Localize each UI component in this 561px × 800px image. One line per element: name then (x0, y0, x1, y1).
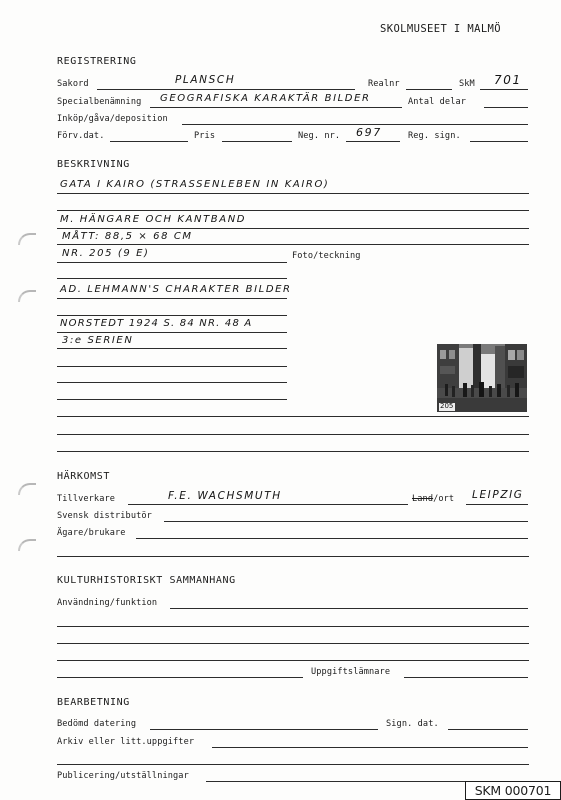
ort-label: /ort (433, 494, 455, 504)
ruled-line (57, 298, 287, 299)
ruled-line (57, 228, 529, 229)
beskrivning-line-2: M. HÄNGARE OCH KANTBAND (60, 214, 247, 225)
bedomd-datering-label: Bedömd datering (57, 719, 137, 729)
punch-hole (18, 483, 36, 495)
ruled-line (57, 677, 303, 678)
beskrivning-line-6: NORSTEDT 1924 S. 84 NR. 48 A (60, 318, 253, 329)
skm-line (480, 89, 528, 90)
ruled-line (57, 332, 287, 333)
ruled-line (57, 660, 529, 661)
realnr-line (406, 89, 452, 90)
sakord-label: Sakord (57, 79, 89, 89)
land-label: Land (412, 494, 434, 504)
tillverkare-label: Tillverkare (57, 494, 116, 504)
tillverkare-line (128, 504, 408, 505)
street-scene-photo (437, 344, 527, 412)
negnr-label: Neg. nr. (298, 131, 341, 141)
ruled-line (57, 416, 529, 417)
sakord-line (97, 89, 355, 90)
kultur-heading: KULTURHISTORISKT SAMMANHANG (57, 575, 236, 586)
negnr-line (346, 141, 400, 142)
ruled-line (57, 626, 529, 627)
ort-value: LEIPZIG (472, 489, 524, 501)
specialbenamning-value: GEOGRAFISKA KARAKTÄR BILDER (160, 93, 371, 104)
antal-delar-line (484, 107, 528, 108)
ruled-line (57, 193, 529, 194)
land-ort-label (412, 494, 454, 504)
sakord-value: PLANSCH (175, 74, 236, 86)
harkomst-heading: HÄRKOMST (57, 471, 110, 482)
sign-dat-label: Sign. dat. (386, 719, 439, 729)
ruled-line (57, 399, 287, 400)
inkop-label: Inköp/gåva/deposition (57, 114, 168, 124)
negnr-value: 697 (356, 126, 382, 139)
beskrivning-line-5: AD. LEHMANN'S CHARAKTER BILDER (60, 284, 292, 295)
punch-hole (18, 290, 36, 302)
ruled-line (57, 434, 529, 435)
ort-line (466, 504, 528, 505)
anvandning-label: Användning/funktion (57, 598, 158, 608)
ruled-line (57, 262, 287, 263)
ruled-line (57, 315, 287, 316)
ruled-line (57, 451, 529, 452)
specialbenamning-line (150, 107, 402, 108)
photo-number-label: 205 (440, 402, 454, 410)
publicering-label: Publicering/utställningar (57, 771, 189, 781)
anvandning-line (170, 608, 528, 609)
uppgiftslamnare-label: Uppgiftslämnare (311, 667, 391, 677)
skm-value: 701 (494, 73, 522, 87)
distributor-line (164, 521, 528, 522)
ruled-line (57, 556, 529, 557)
pris-line (222, 141, 292, 142)
ruled-line (57, 278, 287, 279)
arkiv-line (212, 747, 528, 748)
museum-header: SKOLMUSEET I MALMÖ (380, 23, 501, 35)
uppgiftslamnare-line (404, 677, 528, 678)
distributor-label: Svensk distributör (57, 511, 152, 521)
realnr-label: Realnr (368, 79, 400, 89)
foto-label: Foto/teckning (292, 251, 361, 261)
beskrivning-line-1: GATA I KAIRO (STRASSENLEBEN IN KAIRO) (60, 179, 330, 190)
ruled-line (57, 382, 287, 383)
ruled-line (57, 244, 529, 245)
beskrivning-line-7: 3:e SERIEN (62, 335, 134, 346)
punch-hole (18, 233, 36, 245)
regsign-line (470, 141, 528, 142)
agare-line (136, 538, 528, 539)
agare-label: Ägare/brukare (57, 528, 126, 538)
ruled-line (57, 643, 529, 644)
registrering-heading: REGISTRERING (57, 56, 137, 67)
inkop-line (182, 124, 528, 125)
beskrivning-line-4: NR. 205 (9 E) (62, 248, 150, 259)
regsign-label: Reg. sign. (408, 131, 461, 141)
pris-label: Pris (194, 131, 216, 141)
bearbetning-heading: BEARBETNING (57, 697, 130, 708)
bedomd-datering-line (150, 729, 378, 730)
sign-dat-line (448, 729, 528, 730)
forvdat-label: Förv.dat. (57, 131, 105, 141)
forvdat-line (110, 141, 188, 142)
ruled-line (57, 210, 529, 211)
ruled-line (57, 764, 529, 765)
archive-id-label: SKM 000701 (465, 781, 561, 800)
skm-label: SkM (459, 79, 475, 89)
ruled-line (57, 348, 287, 349)
antal-delar-label: Antal delar (408, 97, 467, 107)
beskrivning-heading: BESKRIVNING (57, 159, 130, 170)
arkiv-label: Arkiv eller litt.uppgifter (57, 737, 195, 747)
ruled-line (57, 366, 287, 367)
tillverkare-value: F.E. WACHSMUTH (168, 490, 282, 502)
specialbenamning-label: Specialbenämning (57, 97, 142, 107)
punch-hole (18, 539, 36, 551)
beskrivning-line-3: MÅTT: 88,5 × 68 CM (62, 231, 193, 242)
